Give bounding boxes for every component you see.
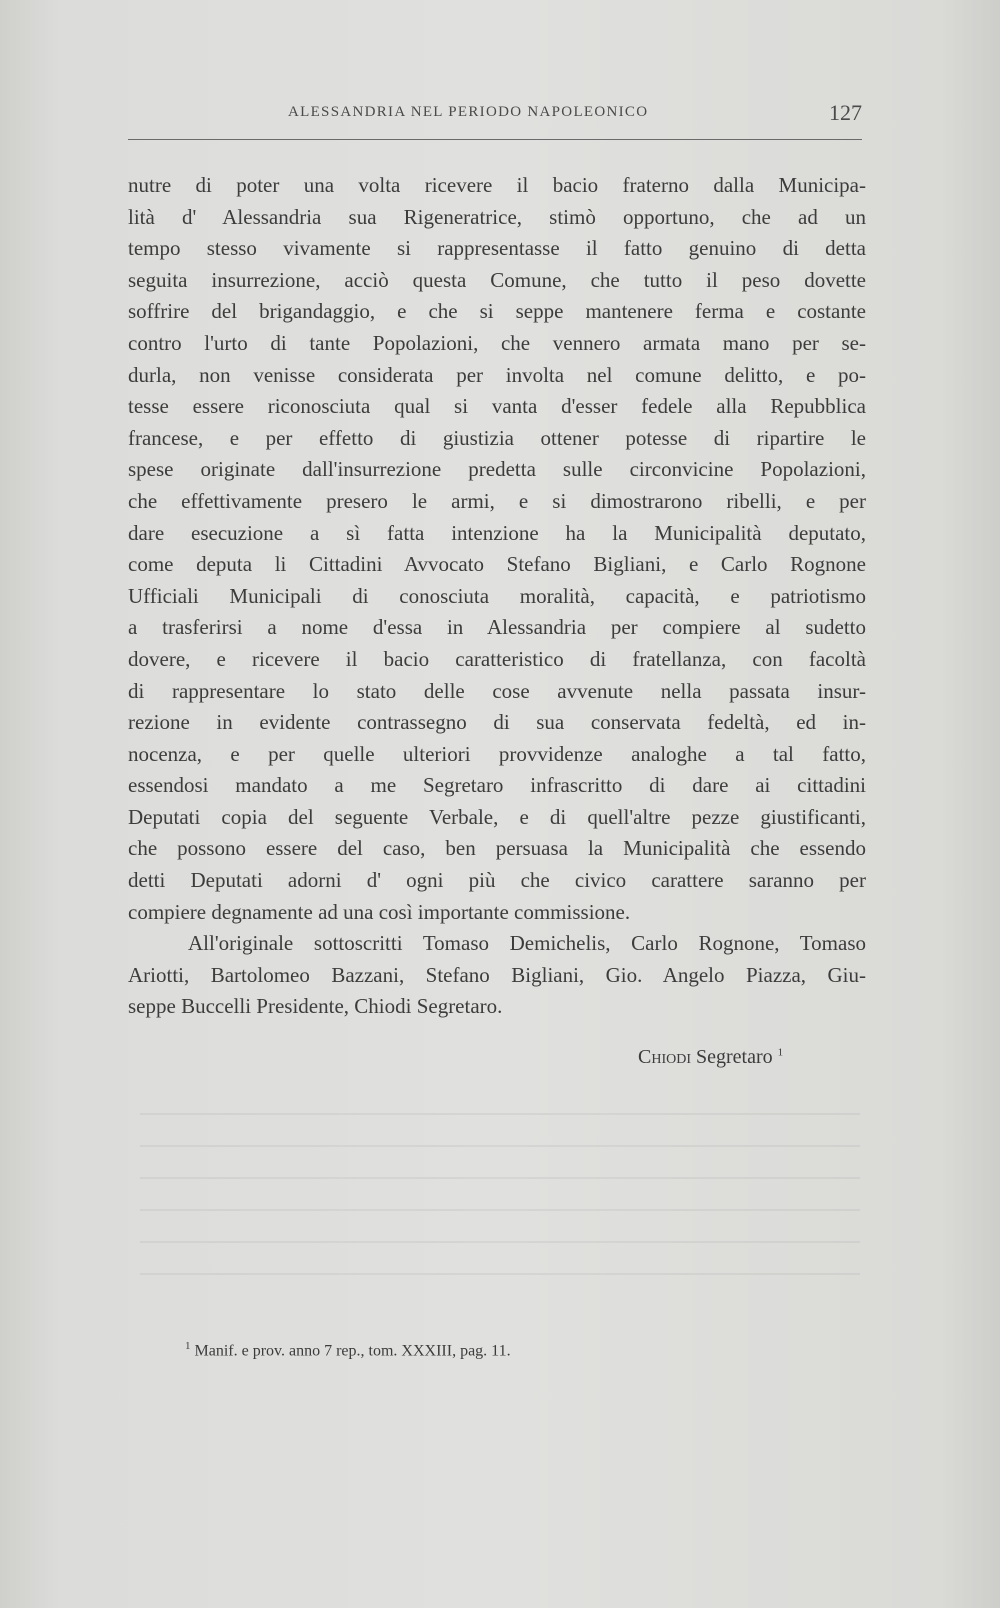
text-line: dare esecuzione a sì fatta intenzione ha la Municipalità deputato,	[128, 520, 866, 545]
text-line: nutre di poter una volta ricevere il bacio fraterno dalla Municipa-	[128, 173, 866, 197]
text-line: dovere, e ricevere il bacio caratteristico di fratellanza, con facoltà	[128, 646, 866, 671]
text-line: soffrire del brigandaggio, e che si seppe mantenere ferma e costante	[128, 299, 866, 324]
text-line: essendosi mandato a me Segretaro infrascritto di dare ai cittadini	[128, 773, 866, 798]
text-line: detti Deputati adorni d' ogni più che civico carattere saranno per	[128, 868, 866, 893]
show-through-text	[140, 1095, 860, 1305]
text-line: di rappresentare lo stato delle cose avvenute nella passata insur-	[128, 678, 866, 703]
text-line: seppe Buccelli Presidente, Chiodi Segretaro.	[128, 994, 503, 1019]
text-line: che effettivamente presero le armi, e si dimostrarono ribelli, e per	[128, 488, 866, 513]
running-head	[128, 100, 862, 134]
text-line: che possono essere del caso, ben persuasa la Municipalità che essendo	[128, 836, 866, 861]
text-line: nocenza, e per quelle ulteriori provvidenze analoghe a tal fatto,	[128, 741, 866, 766]
text-line: lità d' Alessandria sua Rigeneratrice, stimò opportuno, che ad un	[128, 204, 866, 229]
text-line: All'originale sottoscritti Tomaso Demichelis, Carlo Rognone, Tomaso	[188, 931, 866, 956]
running-title: ALESSANDRIA NEL PERIODO NAPOLEONICO	[288, 104, 649, 120]
paragraph-1	[128, 170, 866, 928]
text-line: tesse essere riconosciuta qual si vanta d'esser fedele alla Repubblica	[128, 394, 866, 419]
footnote	[185, 1340, 511, 1360]
signature	[638, 1046, 783, 1069]
page-number: 127	[829, 100, 862, 125]
text-line: francese, e per effetto di giustizia ottener potesse di ripartire le	[128, 425, 866, 450]
text-line: tempo stesso vivamente si rappresentasse il fatto genuino di detta	[128, 236, 866, 261]
text-line: contro l'urto di tante Popolazioni, che vennero armata mano per se-	[128, 330, 866, 355]
text-line: compiere degnamente ad una così importante commissione.	[128, 899, 631, 924]
body-text	[128, 170, 866, 1023]
paragraph-2	[128, 928, 866, 1023]
signature-note-mark: 1	[777, 1046, 784, 1059]
text-line: Ufficiali Municipali di conosciuta moralità, capacità, e patriotismo	[128, 583, 866, 608]
header-rule	[128, 139, 862, 140]
text-line: seguita insurrezione, acciò questa Comune, che tutto il peso dovette	[128, 267, 866, 292]
text-line: Deputati copia del seguente Verbale, e di quell'altre pezze giustificanti,	[128, 804, 866, 829]
text-line: Ariotti, Bartolomeo Bazzani, Stefano Bigliani, Gio. Angelo Piazza, Giu-	[128, 962, 866, 987]
text-line: spese originate dall'insurrezione predetta sulle circonvicine Popolazioni,	[128, 457, 866, 482]
text-line: a trasferirsi a nome d'essa in Alessandria per compiere al sudetto	[128, 615, 866, 640]
signature-title: Segretaro	[696, 1046, 773, 1068]
footnote-mark: 1	[185, 1340, 191, 1352]
footnote-text: Manif. e prov. anno 7 rep., tom. XXXIII, pag. 11.	[194, 1342, 511, 1360]
signature-name: Chiodi	[638, 1046, 691, 1068]
text-line: rezione in evidente contrassegno di sua conservata fedeltà, ed in-	[128, 710, 866, 735]
text-line: durla, non venisse considerata per involta nel comune delitto, e po-	[128, 362, 866, 387]
text-line: come deputa li Cittadini Avvocato Stefano Bigliani, e Carlo Rognone	[128, 552, 866, 577]
